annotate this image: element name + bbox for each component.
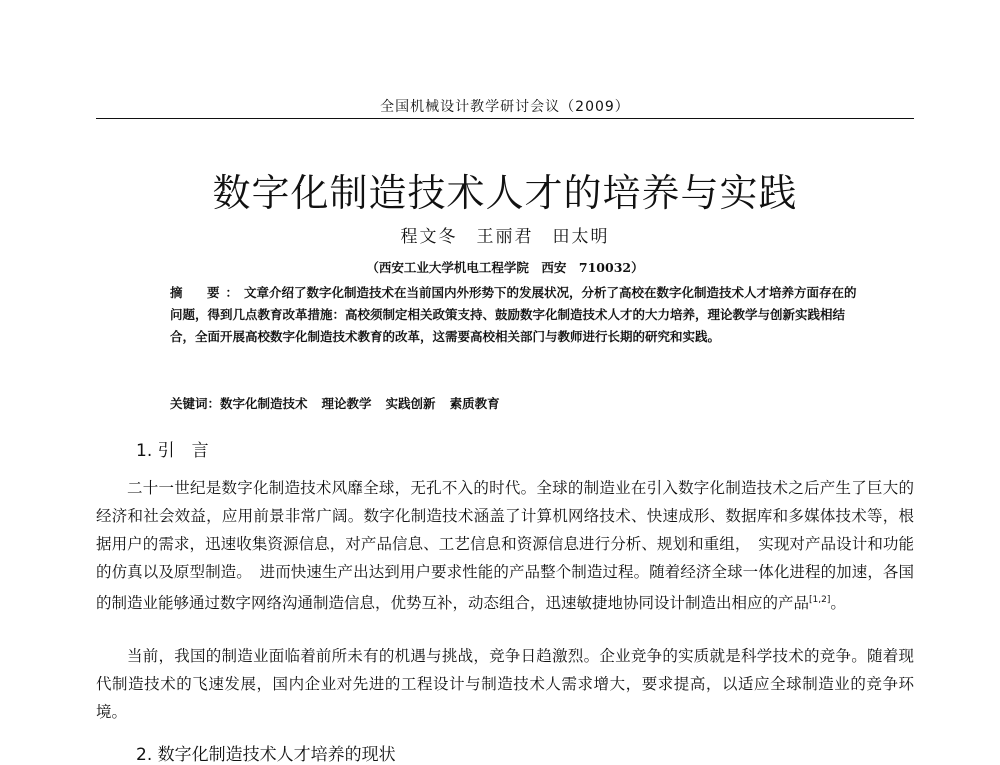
keywords (170, 394, 860, 412)
keyword-item: 实践创新 (385, 396, 436, 411)
keyword-item: 数字化制造技术 (220, 396, 308, 411)
section-heading-introduction: 1. 引 言 (136, 441, 209, 461)
abstract (170, 282, 860, 348)
abstract-label: 摘 要： (170, 285, 245, 300)
paragraph-end: 。 (830, 594, 846, 613)
paragraph-text: 二十一世纪是数字化制造技术风靡全球，无孔不入的时代。全球的制造业在引入数字化制造技术之后产生了巨大的经济和社会效益，应用前景非常广阔。数字化制造技术涵盖了计算机网络技术、快速成形、数据库和多媒体技术等，根据用户的需求，迅速收集资源信息，对产品信息、工艺信息和资源信息进行分析、规划和重组， 实现对产品设计和功能的仿真以及原型制造。 进而快速生产出达到用户要求性能的产品整个制造过程。随着经济全球一体化进程的加速，各国的制造业能够通过数字网络沟通制造信息，优势互补，动态组合，迅速敏捷地协同设计制造出相应的产品 (96, 479, 914, 613)
citation: [1,2] (809, 595, 831, 605)
affiliation: （西安工业大学机电工程学院 西安 710032） (366, 260, 644, 275)
abstract-text: 文章介绍了数字化制造技术在当前国内外形势下的发展状况，分析了高校在数字化制造技术人才培养方面存在的问题，得到几点教育改革措施：高校须制定相关政策支持、鼓励数字化制造技术人才的大力培养，理论教学与创新实践相结合，全面开展高校数字化制造技术教育的改革，这需要高校相关部门与教师进行长期的研究和实践。 (170, 285, 857, 344)
paper-title: 数字化制造技术人才的培养与实践 (212, 171, 798, 215)
body-paragraph: 当前，我国的制造业面临着前所未有的机遇与挑战，竞争日趋激烈。企业竞争的实质就是科学技术的竞争。随着现代制造技术的飞速发展，国内企业对先进的工程设计与制造技术人需求增大，要求提高，以适应全球制造业的竞争环境。 (96, 647, 914, 721)
body-paragraph (96, 474, 914, 617)
keyword-item: 素质教育 (449, 396, 500, 411)
keywords-label: 关键词： (170, 396, 221, 411)
running-header: 全国机械设计教学研讨会议（2009） (380, 99, 630, 115)
author-list: 程文冬 王丽君 田太明 (400, 227, 610, 247)
header-rule (96, 118, 914, 119)
keyword-item: 理论教学 (321, 396, 372, 411)
section-heading-status: 2. 数字化制造技术人才培养的现状 (136, 745, 396, 765)
